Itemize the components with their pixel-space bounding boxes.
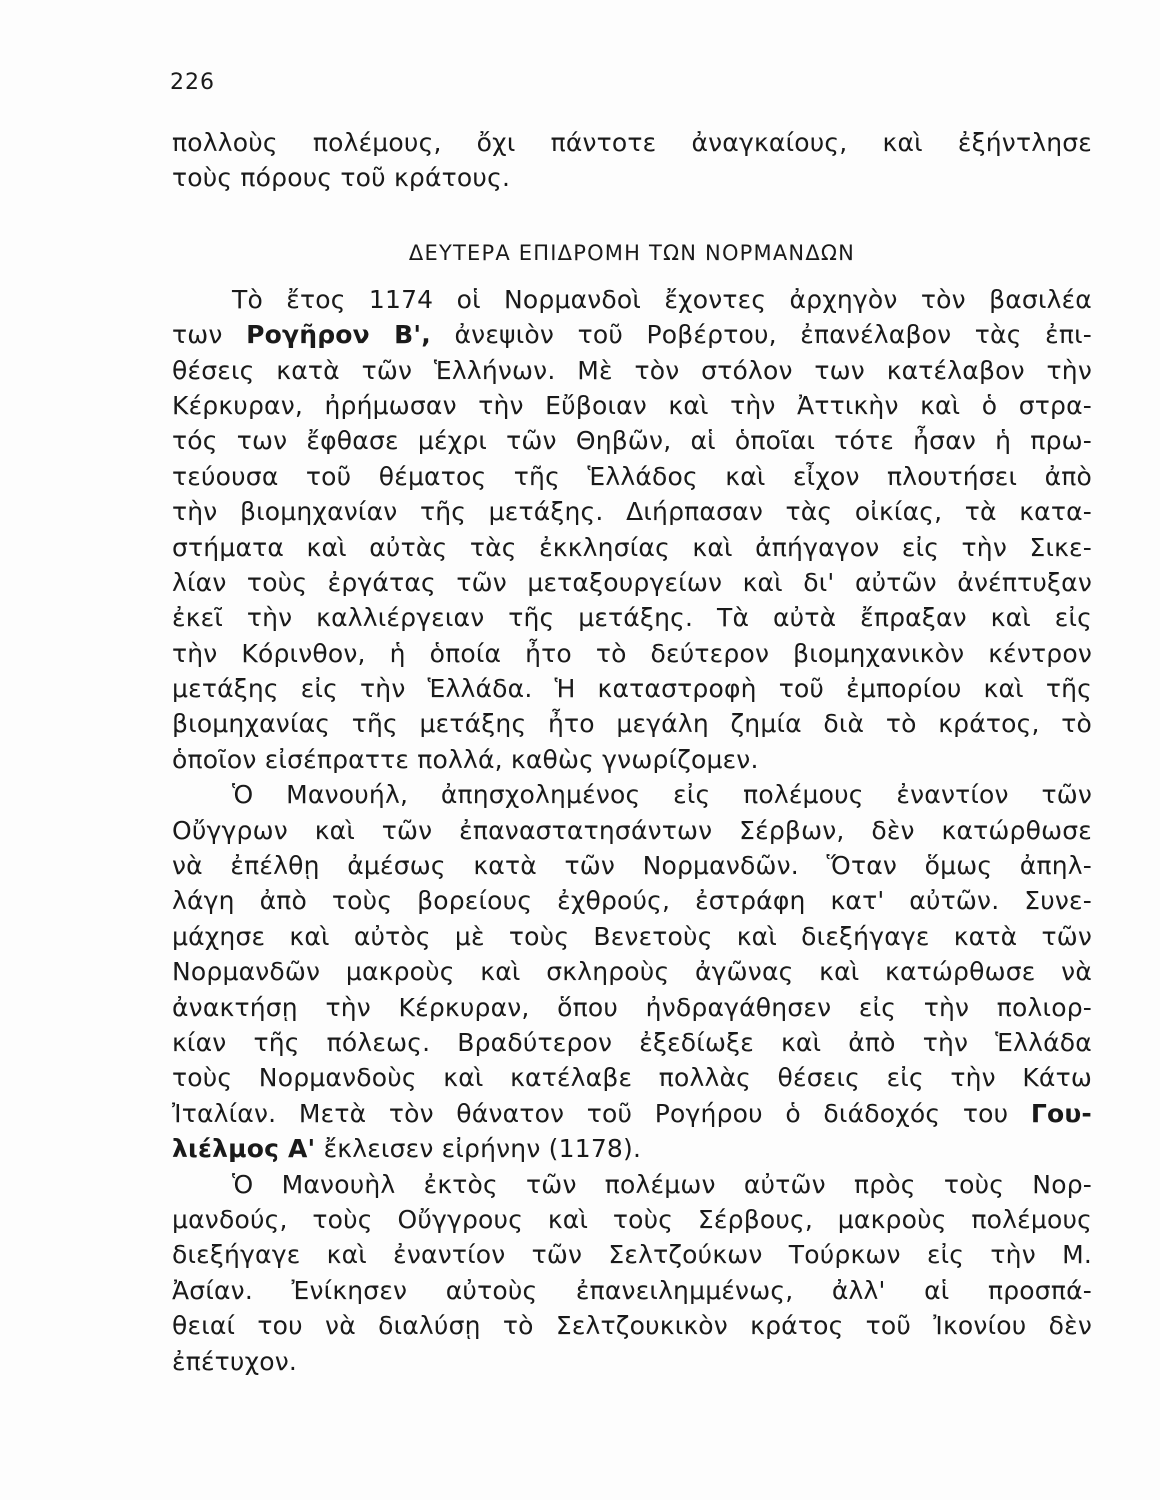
text-line: Ἀσίαν. Ἐνίκησεν αὐτοὺς ἐπανειλημμένως, ἀλλ' αἱ προσπά- <box>172 1275 1092 1305</box>
text-fragment: ἔκλεισεν εἰρήνην (1178). <box>323 1134 642 1164</box>
text-fragment: Ἰταλίαν. Μετὰ τὸν θάνατον τοῦ Ρογήρου ὁ διάδοχός του <box>172 1098 1009 1128</box>
section-heading: ΔΕΥΤΕΡΑ ΕΠΙΔΡΟΜΗ ΤΩΝ ΝΟΡΜΑΝΔΩΝ <box>408 240 856 265</box>
text-line: ἀνακτήσῃ τὴν Κέρκυραν, ὅπου ἠνδραγάθησεν εἰς τὴν πολιορ- <box>172 992 1092 1022</box>
text-line: Νορμανδῶν μακροὺς καὶ σκληροὺς ἀγῶνας καὶ κατώρθωσε νὰ <box>172 957 1092 987</box>
bold-name: Γου- <box>1030 1098 1092 1128</box>
text-line: Τὸ ἔτος 1174 οἱ Νορμανδοὶ ἔχοντες ἀρχηγὸν τὸν βασιλέα <box>232 284 1092 314</box>
bold-name: λιέλμος Α' <box>172 1134 316 1164</box>
text-line: θειαί του νὰ διαλύσῃ τὸ Σελτζουκικὸν κράτος τοῦ Ἰκονίου δὲν <box>172 1311 1092 1341</box>
text-line: Κέρκυραν, ἠρήμωσαν τὴν Εὔβοιαν καὶ τὴν Ἀττικὴν καὶ ὁ στρα- <box>172 390 1092 420</box>
text-line: τός των ἔφθασε μέχρι τῶν Θηβῶν, αἱ ὁποῖαι τότε ἦσαν ἡ πρω- <box>172 426 1092 456</box>
text-line <box>172 1131 1092 1166</box>
text-line: μάχησε καὶ αὐτὸς μὲ τοὺς Βενετοὺς καὶ διεξήγαγε κατὰ τῶν <box>172 921 1092 951</box>
text-line: ἐπέτυχον. <box>172 1346 298 1376</box>
text-line: τοὺς Νορμανδοὺς καὶ κατέλαβε πολλὰς θέσεις εἰς τὴν Κάτω <box>172 1063 1092 1093</box>
text-line: Ὁ Μανουήλ, ἀπησχολημένος εἰς πολέμους ἐναντίον τῶν <box>232 780 1092 810</box>
text-line <box>172 1096 1092 1131</box>
text-line <box>172 317 1092 352</box>
text-line: τοὺς πόρους τοῦ κράτους. <box>172 163 511 193</box>
text-line: κίαν τῆς πόλεως. Βραδύτερον ἐξεδίωξε καὶ ἀπὸ τὴν Ἑλλάδα <box>172 1027 1092 1057</box>
body-text <box>172 125 1092 1379</box>
text-line: βιομηχανίας τῆς μετάξης ἦτο μεγάλη ζημία διὰ τὸ κράτος, τὸ <box>172 709 1092 739</box>
page-number: 226 <box>170 70 215 95</box>
text-line: Οὔγγρων καὶ τῶν ἐπαναστατησάντων Σέρβων, δὲν κατώρθωσε <box>172 815 1092 845</box>
text-line: λάγη ἀπὸ τοὺς βορείους ἐχθρούς, ἐστράφη κατ' αὐτῶν. Συνε- <box>172 886 1092 916</box>
text-line: ἐκεῖ τὴν καλλιέργειαν τῆς μετάξης. Τὰ αὐτὰ ἔπραξαν καὶ εἰς <box>172 603 1092 633</box>
text-line: διεξήγαγε καὶ ἐναντίον τῶν Σελτζούκων Τούρκων εἰς τὴν Μ. <box>172 1240 1092 1270</box>
text-line: θέσεις κατὰ τῶν Ἑλλήνων. Μὲ τὸν στόλον των κατέλαβον τὴν <box>172 355 1092 385</box>
text-line: μανδούς, τοὺς Οὔγγρους καὶ τοὺς Σέρβους, μακροὺς πολέμους <box>172 1204 1092 1234</box>
text-line: λίαν τοὺς ἐργάτας τῶν μεταξουργείων καὶ δι' αὐτῶν ἀνέπτυξαν <box>172 567 1092 597</box>
text-line: νὰ ἐπέλθῃ ἀμέσως κατὰ τῶν Νορμανδῶν. Ὅταν ὅμως ἀπηλ- <box>172 851 1092 881</box>
bold-name: Ρογῆρον Β', <box>246 320 431 350</box>
text-line: στήματα καὶ αὐτὰς τὰς ἐκκλησίας καὶ ἀπήγαγον εἰς τὴν Σικε- <box>172 532 1092 562</box>
text-line: Ὁ Μανουὴλ ἐκτὸς τῶν πολέμων αὐτῶν πρὸς τοὺς Νορ- <box>232 1169 1092 1199</box>
text-line: τὴν βιομηχανίαν τῆς μετάξης. Διήρπασαν τὰς οἰκίας, τὰ κατα- <box>172 497 1092 527</box>
text-fragment: ἀνεψιὸν τοῦ Ροβέρτου, ἐπανέλαβον τὰς ἐπι- <box>454 320 1092 350</box>
text-fragment: των <box>172 320 223 350</box>
text-line: τεύουσα τοῦ θέματος τῆς Ἑλλάδος καὶ εἶχον πλουτήσει ἀπὸ <box>172 461 1092 491</box>
text-line: ὁποῖον εἰσέπραττε πολλά, καθὼς γνωρίζομεν. <box>172 744 759 774</box>
text-line: πολλοὺς πολέμους, ὄχι πάντοτε ἀναγκαίους, καὶ ἐξήντλησε <box>172 128 1092 157</box>
text-line: μετάξης εἰς τὴν Ἑλλάδα. Ἡ καταστροφὴ τοῦ ἐμπορίου καὶ τῆς <box>172 674 1092 704</box>
text-line: τὴν Κόρινθον, ἡ ὁποία ἦτο τὸ δεύτερον βιομηχανικὸν κέντρον <box>172 638 1092 668</box>
